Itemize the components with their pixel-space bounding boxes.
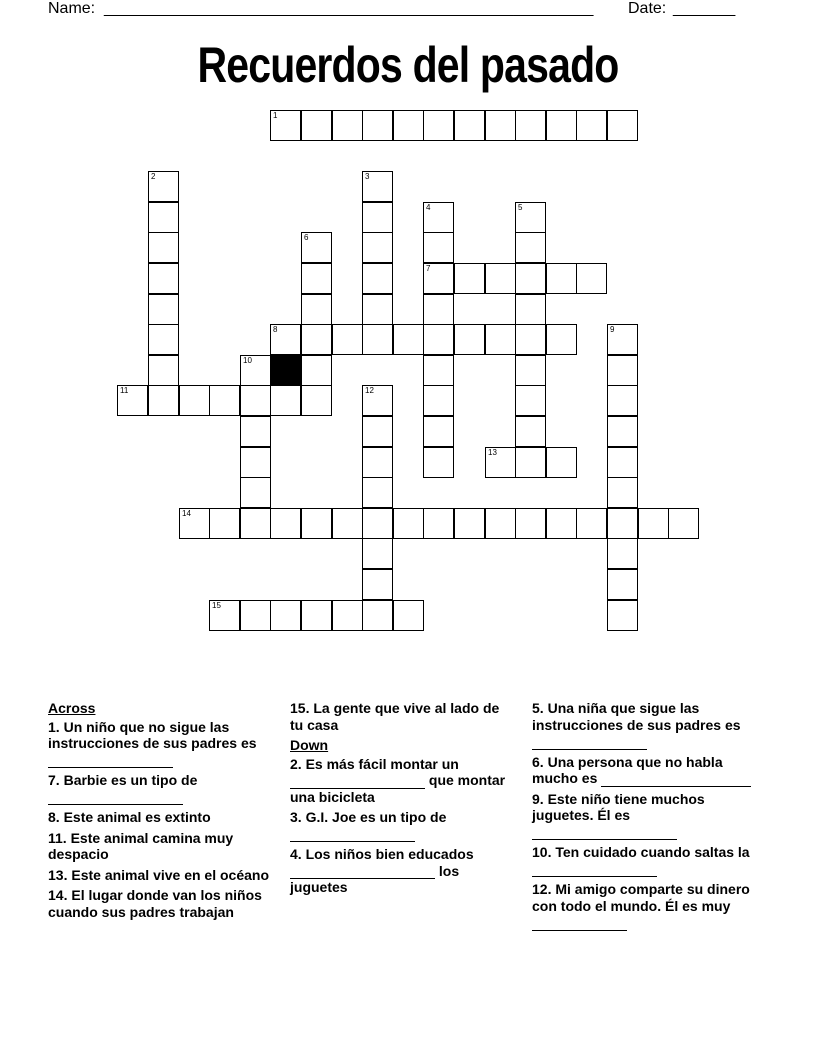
grid-cell[interactable] (485, 263, 516, 294)
grid-cell[interactable] (393, 600, 424, 631)
grid-cell[interactable] (301, 232, 332, 263)
clue-down-12: 12. Mi amigo comparte su dinero con todo el mundo. Él es muy (532, 881, 767, 931)
grid-cell[interactable] (423, 232, 454, 263)
clue-number: 7 (426, 264, 431, 273)
name-label: Name: (48, 0, 96, 17)
grid-cell[interactable] (485, 324, 516, 355)
grid-cell[interactable] (607, 110, 638, 141)
grid-cell[interactable] (515, 202, 546, 233)
grid-cell[interactable] (607, 569, 638, 600)
grid-cell[interactable] (179, 508, 210, 539)
grid-cell[interactable] (240, 508, 271, 539)
answer-blank (48, 791, 183, 805)
grid-cell[interactable] (607, 538, 638, 569)
grid-cell[interactable] (576, 508, 607, 539)
grid-cell[interactable] (148, 202, 179, 233)
clue-across-11: 11. Este animal camina muy despacio (48, 829, 234, 862)
grid-cell[interactable] (301, 508, 332, 539)
grid-cell[interactable] (423, 294, 454, 325)
grid-cell[interactable] (209, 508, 240, 539)
grid-cell[interactable] (179, 385, 210, 416)
clue-number: 15 (212, 601, 221, 610)
grid-cell[interactable] (332, 324, 363, 355)
grid-cell[interactable] (423, 324, 454, 355)
clues-column-2 (290, 700, 515, 900)
clue-number: 3 (365, 172, 370, 181)
grid-cell[interactable] (209, 385, 240, 416)
grid-cell[interactable] (546, 263, 577, 294)
grid-cell[interactable] (270, 324, 301, 355)
grid-cell[interactable] (423, 263, 454, 294)
grid-cell[interactable] (454, 263, 485, 294)
grid-cell[interactable] (301, 355, 332, 386)
grid-cell[interactable] (546, 324, 577, 355)
grid-cell[interactable] (485, 508, 516, 539)
clue-number: 13 (488, 448, 497, 457)
grid-cell[interactable] (148, 263, 179, 294)
down-heading: Down (290, 737, 329, 753)
grid-cell[interactable] (301, 600, 332, 631)
clue-across-1: 1. Un niño que no sigue las instrucciones de sus padres es (48, 719, 278, 769)
grid-cell[interactable] (362, 447, 393, 478)
grid-cell[interactable] (362, 324, 393, 355)
grid-cell[interactable] (515, 263, 546, 294)
grid-cell[interactable] (607, 447, 638, 478)
clue-down-5: 5. Una niña que sigue las instrucciones de sus padres es (532, 700, 767, 750)
grid-cell[interactable] (362, 232, 393, 263)
clues-column-1 (48, 700, 278, 924)
grid-cell[interactable] (240, 600, 271, 631)
grid-cell[interactable] (301, 385, 332, 416)
grid-cell[interactable] (362, 171, 393, 202)
clue-across-15: 15. La gente que vive al lado de tu casa (290, 700, 500, 733)
grid-cell[interactable] (607, 385, 638, 416)
grid-cell[interactable] (362, 508, 393, 539)
grid-cell[interactable] (240, 355, 271, 386)
answer-blank (532, 863, 657, 877)
grid-cell[interactable] (423, 355, 454, 386)
answer-blank (290, 865, 435, 879)
grid-cell[interactable] (209, 600, 240, 631)
grid-cell[interactable] (576, 110, 607, 141)
grid-cell[interactable] (362, 385, 393, 416)
clue-number: 5 (518, 203, 523, 212)
clue-number: 11 (120, 386, 129, 395)
grid-cell[interactable] (301, 110, 332, 141)
answer-blank (290, 775, 425, 789)
name-field[interactable]: _______________________________________________________ (104, 0, 594, 17)
grid-cell[interactable] (515, 447, 546, 478)
clue-down-3: 3. G.I. Joe es un tipo de (290, 809, 515, 842)
grid-cell[interactable] (270, 600, 301, 631)
clue-across-7: 7. Barbie es un tipo de (48, 772, 278, 805)
answer-blank (48, 754, 173, 768)
grid-cell[interactable] (270, 508, 301, 539)
clue-down-6: 6. Una persona que no habla mucho es (532, 754, 767, 787)
clue-across-13: 13. Este animal vive en el océano (48, 866, 270, 883)
grid-cell[interactable] (607, 355, 638, 386)
grid-cell[interactable] (332, 110, 363, 141)
grid-cell[interactable] (393, 508, 424, 539)
clue-number: 6 (304, 233, 309, 242)
grid-cell[interactable] (423, 202, 454, 233)
page-title: Recuerdos del pasado (197, 37, 619, 93)
grid-cell[interactable] (485, 447, 516, 478)
grid-cell[interactable] (515, 355, 546, 386)
grid-cell[interactable] (546, 447, 577, 478)
grid-cell[interactable] (240, 416, 271, 447)
grid-cell[interactable] (362, 110, 393, 141)
grid-cell[interactable] (240, 385, 271, 416)
clue-down-10: 10. Ten cuidado cuando saltas la (532, 844, 767, 877)
grid-cell[interactable] (117, 385, 148, 416)
clue-number: 8 (273, 325, 278, 334)
grid-cell[interactable] (240, 477, 271, 508)
clue-number: 2 (151, 172, 156, 181)
grid-cell[interactable] (362, 538, 393, 569)
grid-cell[interactable] (148, 294, 179, 325)
answer-blank (290, 828, 415, 842)
grid-cell[interactable] (668, 508, 699, 539)
grid-cell[interactable] (148, 171, 179, 202)
grid-cell[interactable] (301, 294, 332, 325)
grid-cell[interactable] (607, 508, 638, 539)
across-heading: Across (48, 700, 96, 716)
grid-cell[interactable] (638, 508, 669, 539)
grid-cell[interactable] (148, 324, 179, 355)
grid-cell[interactable] (362, 263, 393, 294)
grid-cell[interactable] (362, 477, 393, 508)
grid-cell[interactable] (270, 385, 301, 416)
grid-cell[interactable] (393, 110, 424, 141)
clue-across-8: 8. Este animal es extinto (48, 809, 211, 825)
grid-cell[interactable] (423, 508, 454, 539)
grid-cell[interactable] (240, 447, 271, 478)
grid-cell[interactable] (454, 110, 485, 141)
grid-cell[interactable] (515, 294, 546, 325)
clues-column-3 (532, 700, 767, 935)
grid-cell[interactable] (270, 110, 301, 141)
grid-cell[interactable] (332, 600, 363, 631)
clue-down-2: 2. Es más fácil montar un que montar una bicicleta (290, 755, 506, 805)
answer-blank (532, 826, 677, 840)
clue-down-9: 9. Este niño tiene muchos juguetes. Él es (532, 791, 767, 841)
grid-cell[interactable] (301, 263, 332, 294)
grid-cell[interactable] (148, 232, 179, 263)
clue-number: 12 (365, 386, 374, 395)
grid-cell[interactable] (607, 477, 638, 508)
date-label: Date: (628, 0, 667, 17)
grid-cell[interactable] (362, 569, 393, 600)
date-field[interactable]: _______ (673, 0, 736, 17)
clue-number: 14 (182, 509, 191, 518)
black-cell (270, 355, 301, 386)
answer-blank (532, 917, 627, 931)
clue-number: 9 (610, 325, 615, 334)
clue-across-14: 14. El lugar donde van los niños cuando sus padres trabajan (48, 887, 262, 920)
grid-cell[interactable] (607, 600, 638, 631)
grid-cell[interactable] (423, 447, 454, 478)
grid-cell[interactable] (546, 508, 577, 539)
grid-cell[interactable] (148, 385, 179, 416)
grid-cell[interactable] (454, 508, 485, 539)
grid-cell[interactable] (515, 416, 546, 447)
answer-blank (532, 736, 647, 750)
grid-cell[interactable] (423, 385, 454, 416)
grid-cell[interactable] (607, 324, 638, 355)
grid-cell[interactable] (515, 110, 546, 141)
answer-blank (601, 773, 751, 787)
grid-cell[interactable] (362, 294, 393, 325)
clue-down-4: 4. Los niños bien educados los juguetes (290, 846, 474, 895)
grid-cell[interactable] (423, 110, 454, 141)
grid-cell[interactable] (546, 110, 577, 141)
grid-cell[interactable] (393, 324, 424, 355)
grid-cell[interactable] (301, 324, 332, 355)
grid-cell[interactable] (607, 416, 638, 447)
clue-number: 10 (243, 356, 252, 365)
grid-cell[interactable] (362, 202, 393, 233)
grid-cell[interactable] (362, 416, 393, 447)
grid-cell[interactable] (454, 324, 485, 355)
grid-cell[interactable] (576, 263, 607, 294)
grid-cell[interactable] (515, 232, 546, 263)
grid-cell[interactable] (362, 600, 393, 631)
grid-cell[interactable] (148, 355, 179, 386)
grid-cell[interactable] (332, 508, 363, 539)
grid-cell[interactable] (423, 416, 454, 447)
grid-cell[interactable] (515, 508, 546, 539)
clue-number: 1 (273, 111, 278, 120)
grid-cell[interactable] (515, 385, 546, 416)
clue-number: 4 (426, 203, 431, 212)
grid-cell[interactable] (515, 324, 546, 355)
grid-cell[interactable] (485, 110, 516, 141)
